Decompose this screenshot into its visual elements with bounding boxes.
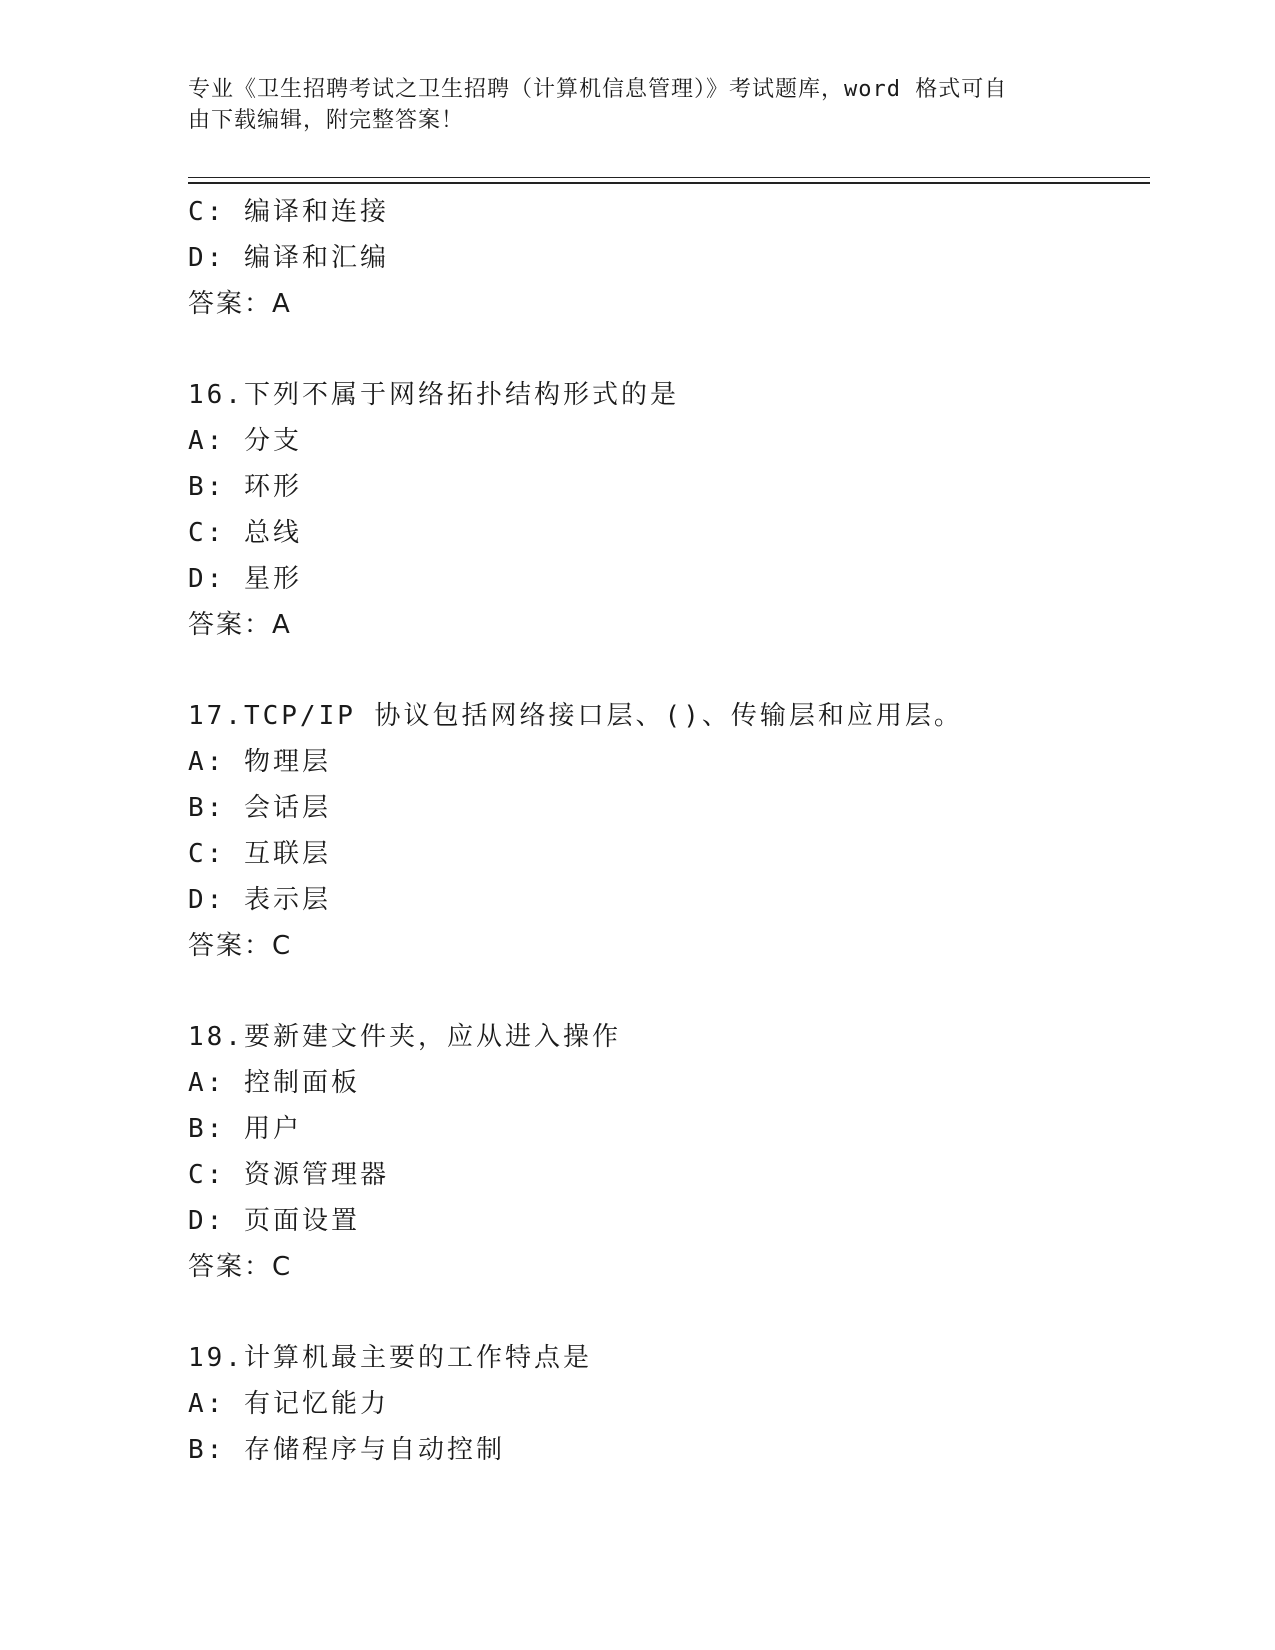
question-text: 要新建文件夹，应从进入操作 <box>243 1022 621 1052</box>
option-label: C: <box>188 518 226 548</box>
header-line-1: 专业《卫生招聘考试之卫生招聘（计算机信息管理）》考试题库，word 格式可自 <box>188 77 1008 102</box>
header-rule-thick <box>188 182 1150 184</box>
option-line <box>188 877 1148 923</box>
option-line <box>188 1198 1148 1244</box>
option-line <box>188 189 1148 235</box>
answer-line <box>188 281 1148 327</box>
option-label: C: <box>188 197 226 227</box>
document-header <box>188 74 1068 136</box>
option-text: 存储程序与自动控制 <box>243 1435 505 1465</box>
answer-label: 答案： <box>188 1252 273 1282</box>
option-label: C: <box>188 839 226 869</box>
option-label: D: <box>188 1206 226 1236</box>
answer-value: A <box>272 610 292 640</box>
option-label: A: <box>188 1068 226 1098</box>
option-text: 会话层 <box>243 793 331 823</box>
option-label: A: <box>188 747 226 777</box>
option-text: 总线 <box>243 518 302 548</box>
answer-value: C <box>272 1252 293 1282</box>
option-text: 编译和汇编 <box>243 243 389 273</box>
option-line <box>188 785 1148 831</box>
option-text: 编译和连接 <box>243 197 389 227</box>
option-line <box>188 235 1148 281</box>
question-number: 19. <box>188 1343 244 1373</box>
answer-value: A <box>272 289 292 319</box>
option-line <box>188 418 1148 464</box>
option-label: B: <box>188 793 226 823</box>
option-label: A: <box>188 426 226 456</box>
option-line <box>188 1060 1148 1106</box>
answer-line <box>188 602 1148 648</box>
option-label: B: <box>188 1114 226 1144</box>
question-stem <box>188 693 1148 739</box>
option-label: B: <box>188 1435 226 1465</box>
option-text: 页面设置 <box>243 1206 360 1236</box>
answer-line <box>188 923 1148 969</box>
question-stem <box>188 372 1148 418</box>
question-number: 16. <box>188 380 244 410</box>
answer-line <box>188 1244 1148 1290</box>
option-label: D: <box>188 885 226 915</box>
answer-label: 答案： <box>188 610 273 640</box>
question-stem <box>188 1335 1148 1381</box>
option-text: 有记忆能力 <box>243 1389 389 1419</box>
option-line <box>188 739 1148 785</box>
option-text: 互联层 <box>243 839 331 869</box>
option-text: 表示层 <box>243 885 331 915</box>
option-label: D: <box>188 243 226 273</box>
question-number: 17. <box>188 701 244 731</box>
question-stem <box>188 1014 1148 1060</box>
question-text: TCP/IP 协议包括网络接口层、()、传输层和应用层。 <box>243 701 963 731</box>
option-line <box>188 1106 1148 1152</box>
option-line <box>188 1381 1148 1427</box>
answer-value: C <box>272 931 293 961</box>
question-list <box>188 189 1148 1473</box>
header-line-2: 由下载编辑，附完整答案！ <box>188 108 465 133</box>
option-line <box>188 556 1148 602</box>
answer-label: 答案： <box>188 289 273 319</box>
option-label: A: <box>188 1389 226 1419</box>
question-number: 18. <box>188 1022 244 1052</box>
option-label: D: <box>188 564 226 594</box>
option-text: 用户 <box>243 1114 302 1144</box>
question-text: 下列不属于网络拓扑结构形式的是 <box>243 380 679 410</box>
option-text: 星形 <box>243 564 302 594</box>
option-label: B: <box>188 472 226 502</box>
answer-label: 答案： <box>188 931 273 961</box>
option-text: 资源管理器 <box>243 1160 389 1190</box>
option-text: 环形 <box>243 472 302 502</box>
question-text: 计算机最主要的工作特点是 <box>243 1343 592 1373</box>
option-text: 控制面板 <box>243 1068 360 1098</box>
option-text: 分支 <box>243 426 302 456</box>
header-rule-thin <box>188 177 1150 178</box>
option-line <box>188 510 1148 556</box>
option-text: 物理层 <box>243 747 331 777</box>
option-label: C: <box>188 1160 226 1190</box>
option-line <box>188 464 1148 510</box>
option-line <box>188 1427 1148 1473</box>
option-line <box>188 831 1148 877</box>
option-line <box>188 1152 1148 1198</box>
